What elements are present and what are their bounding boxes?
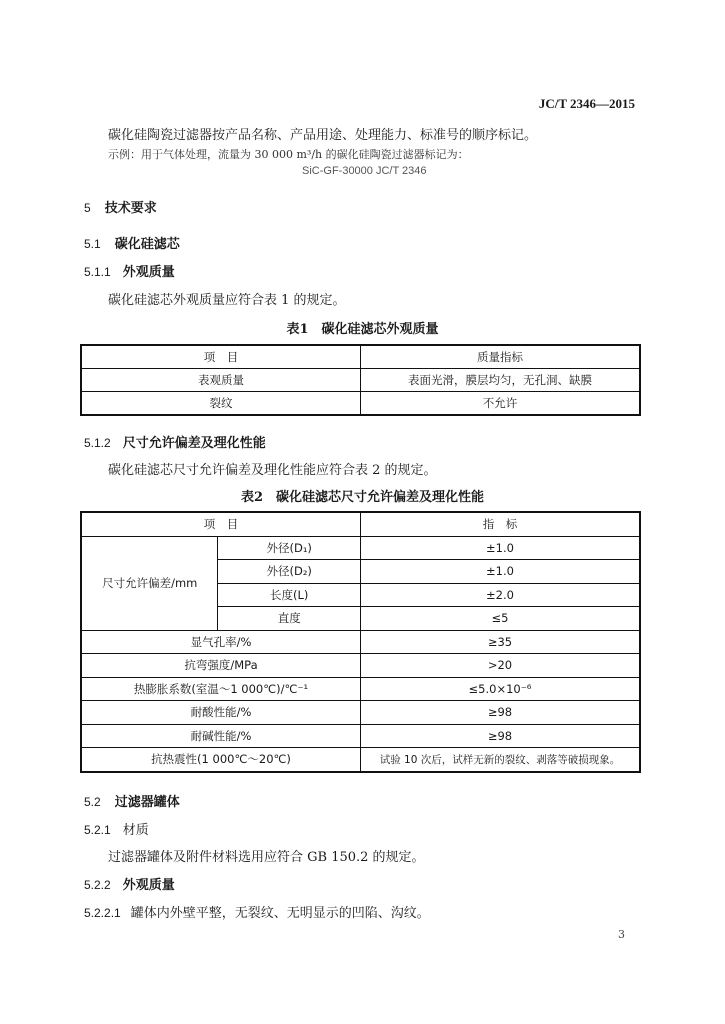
table-header-cell: 项 目 <box>81 512 360 536</box>
table-row <box>81 536 640 560</box>
table-cell: ≤5.0×10⁻⁶ <box>360 677 640 701</box>
table-row <box>81 392 640 416</box>
table-cell: 耐碱性能/% <box>81 724 360 748</box>
standard-number: JC/T 2346—2015 <box>538 96 635 111</box>
section-number: 5.2.1 <box>84 823 111 837</box>
section-5-2-1-text: 过滤器罐体及附件材料选用应符合 GB 150.2 的规定。 <box>108 850 425 865</box>
table-cell: 直度 <box>218 607 361 631</box>
table-cell: 不允许 <box>361 392 641 416</box>
section-title: 材质 <box>122 823 149 838</box>
table-cell: 外径(D₁) <box>218 536 361 560</box>
table-cell: 试验 10 次后，试样无新的裂纹、剥落等破损现象。 <box>360 748 640 772</box>
section-number: 5.1.2 <box>84 436 111 450</box>
table-cell: 抗弯强度/MPa <box>81 654 360 678</box>
table-cell: 热膨胀系数(室温～1 000℃)/℃⁻¹ <box>81 677 360 701</box>
section-5-1-1-heading <box>84 261 175 280</box>
section-5-2-heading <box>84 791 180 810</box>
table-header-row <box>81 512 640 536</box>
section-title: 技术要求 <box>104 201 157 216</box>
table-row <box>81 701 640 725</box>
section-title: 尺寸允许偏差及理化性能 <box>122 436 266 451</box>
section-text: 罐体内外壁平整，无裂纹、无明显示的凹陷、沟纹。 <box>130 906 430 921</box>
section-5-1-heading <box>84 233 180 252</box>
table-row <box>81 677 640 701</box>
table-header-cell: 质量指标 <box>361 345 641 369</box>
table-cell: ≥98 <box>360 701 640 725</box>
table-header-row <box>81 345 640 369</box>
table-cell: ≤5 <box>360 607 640 631</box>
table-cell: ±1.0 <box>360 536 640 560</box>
section-5-2-2-1 <box>84 902 430 921</box>
table-cell: 长度(L) <box>218 583 361 607</box>
table-header-cell: 指 标 <box>360 512 640 536</box>
table-row <box>81 630 640 654</box>
section-title: 外观质量 <box>122 265 175 280</box>
example-text: 示例：用于气体处理，流量为 30 000 m³/h 的碳化硅陶瓷过滤器标记为： <box>108 148 469 161</box>
section-number: 5.2 <box>84 795 101 809</box>
table-cell: >20 <box>360 654 640 678</box>
example-mark: SiC-GF-30000 JC/T 2346 <box>302 165 427 177</box>
section-number: 5.1.1 <box>84 265 111 279</box>
table-cell: ±2.0 <box>360 583 640 607</box>
section-5-1-2-text: 碳化硅滤芯尺寸允许偏差及理化性能应符合表 2 的规定。 <box>108 463 437 478</box>
section-number: 5.1 <box>84 237 101 251</box>
table-cell: ±1.0 <box>360 560 640 584</box>
table-cell: 抗热震性(1 000℃～20℃) <box>81 748 360 772</box>
table-cell: 表面光滑，膜层均匀，无孔洞、缺膜 <box>361 369 641 392</box>
section-5-heading <box>84 197 157 216</box>
page-number: 3 <box>618 928 625 941</box>
table-cell: ≥35 <box>360 630 640 654</box>
table-cell: 耐酸性能/% <box>81 701 360 725</box>
section-title: 外观质量 <box>122 878 175 893</box>
table-group-cell: 尺寸允许偏差/mm <box>81 536 218 630</box>
section-5-2-2-heading <box>84 874 175 893</box>
table1 <box>80 344 641 416</box>
table-cell: 表观质量 <box>81 369 361 392</box>
table-cell: ≥98 <box>360 724 640 748</box>
marking-rule-text: 碳化硅陶瓷过滤器按产品名称、产品用途、处理能力、标准号的顺序标记。 <box>108 128 538 143</box>
section-5-1-2-heading <box>84 432 266 451</box>
table-cell: 显气孔率/% <box>81 630 360 654</box>
table-row <box>81 724 640 748</box>
table-row <box>81 654 640 678</box>
table2 <box>80 511 641 773</box>
table-header-cell: 项 目 <box>81 345 361 369</box>
table-row <box>81 748 640 772</box>
section-5-2-1-heading <box>84 819 149 838</box>
section-number: 5 <box>84 201 91 215</box>
section-title: 过滤器罐体 <box>114 795 180 810</box>
table2-caption: 表2 碳化硅滤芯尺寸允许偏差及理化性能 <box>240 490 485 505</box>
section-5-1-1-text: 碳化硅滤芯外观质量应符合表 1 的规定。 <box>108 293 346 308</box>
table-cell: 裂纹 <box>81 392 361 416</box>
table-row <box>81 369 640 392</box>
table-cell: 外径(D₂) <box>218 560 361 584</box>
section-number: 5.2.2 <box>84 878 111 892</box>
section-title: 碳化硅滤芯 <box>114 237 180 252</box>
table1-caption: 表1 碳化硅滤芯外观质量 <box>286 322 439 337</box>
section-number: 5.2.2.1 <box>84 906 121 920</box>
